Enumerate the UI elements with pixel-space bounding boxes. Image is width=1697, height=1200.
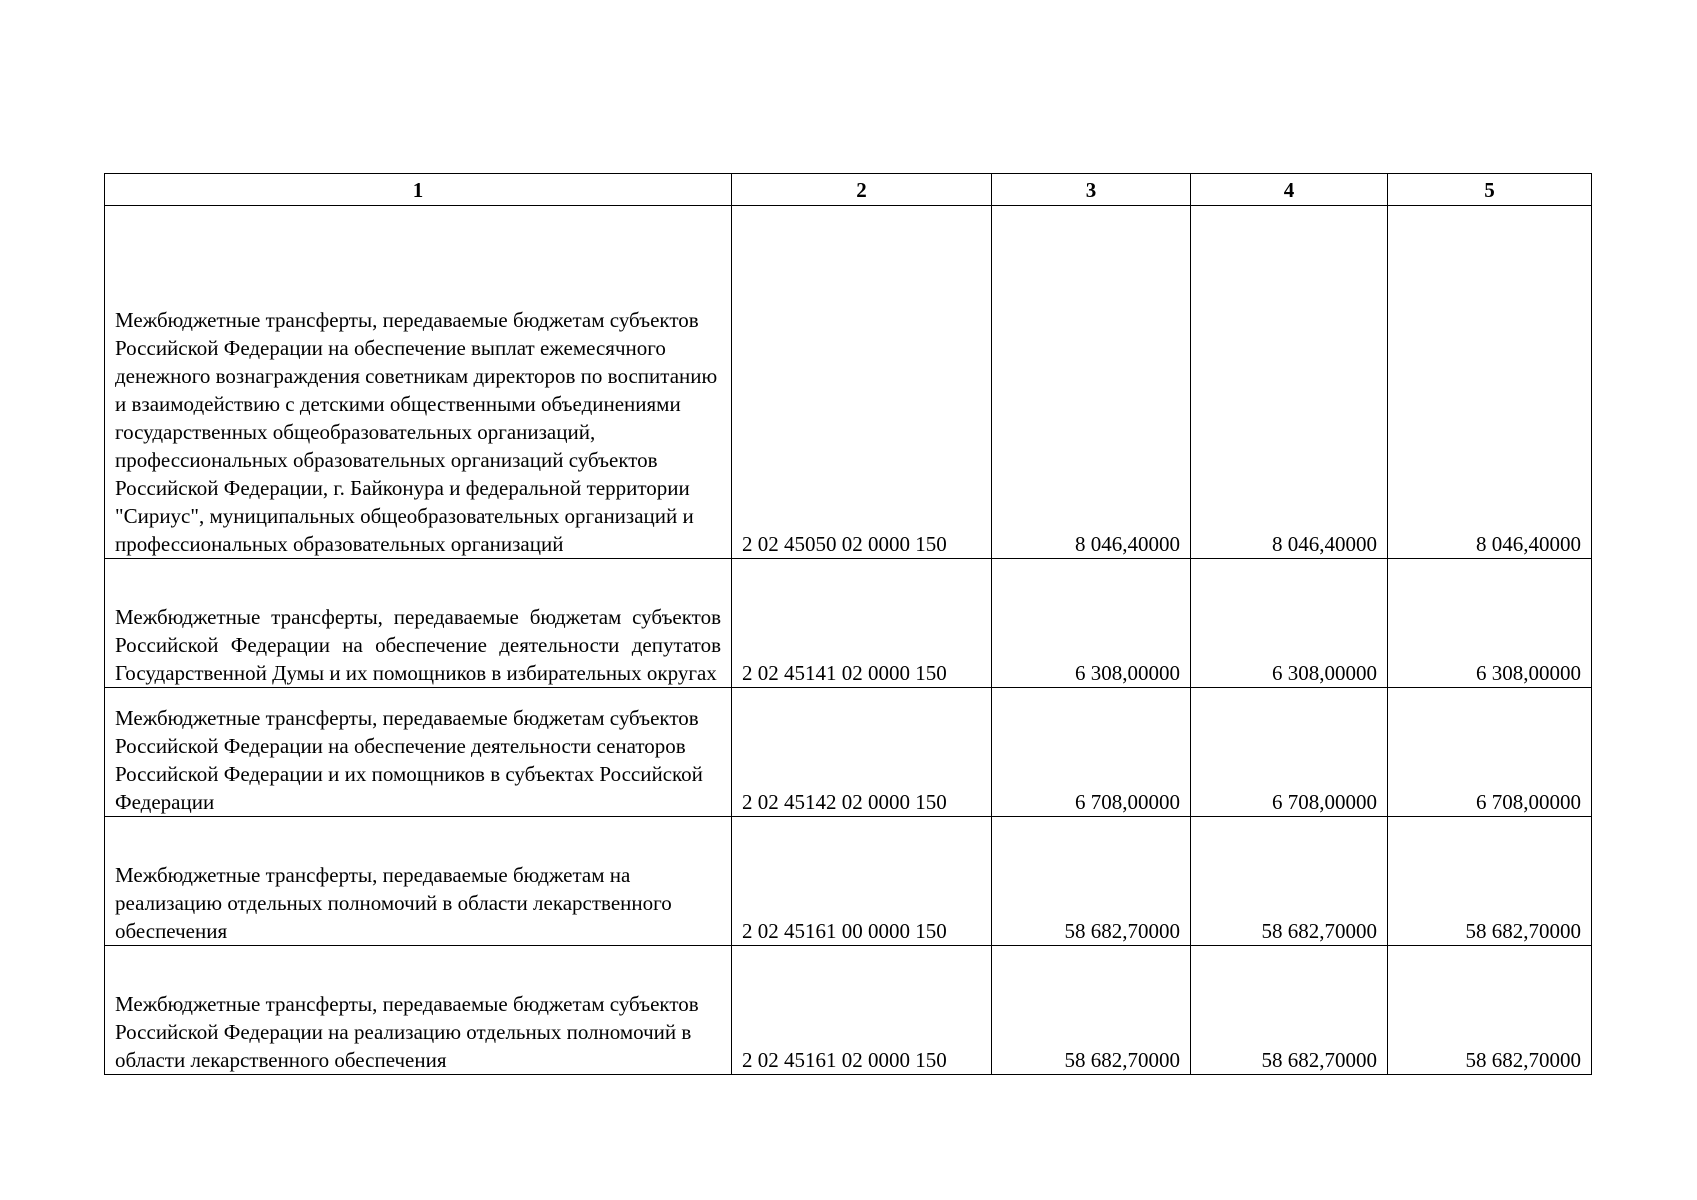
row-value-col5: 58 682,70000 <box>1388 817 1592 946</box>
table-row <box>105 559 1592 688</box>
row-value-col3: 58 682,70000 <box>992 946 1191 1075</box>
header-col-2: 2 <box>732 174 992 206</box>
header-col-3: 3 <box>992 174 1191 206</box>
row-name: Межбюджетные трансферты, передаваемые бюджетам субъектов Российской Федерации на обеспечение деятельности депутатов Государственной Думы и их помощников в избирательных округах <box>105 559 732 688</box>
table-row <box>105 946 1592 1075</box>
header-col-4: 4 <box>1191 174 1388 206</box>
row-value-col4: 58 682,70000 <box>1191 817 1388 946</box>
row-code: 2 02 45050 02 0000 150 <box>732 206 992 559</box>
row-name: Межбюджетные трансферты, передаваемые бюджетам субъектов Российской Федерации на реализацию отдельных полномочий в области лекарственного обеспечения <box>105 946 732 1075</box>
row-value-col3: 8 046,40000 <box>992 206 1191 559</box>
row-code: 2 02 45161 02 0000 150 <box>732 946 992 1075</box>
row-value-col4: 8 046,40000 <box>1191 206 1388 559</box>
row-value-col3: 58 682,70000 <box>992 817 1191 946</box>
row-value-col5: 6 708,00000 <box>1388 688 1592 817</box>
header-col-5: 5 <box>1388 174 1592 206</box>
row-code: 2 02 45141 02 0000 150 <box>732 559 992 688</box>
table-header-row <box>105 174 1592 206</box>
row-value-col5: 6 308,00000 <box>1388 559 1592 688</box>
table-row <box>105 688 1592 817</box>
row-value-col4: 6 308,00000 <box>1191 559 1388 688</box>
row-name: Межбюджетные трансферты, передаваемые бюджетам на реализацию отдельных полномочий в области лекарственного обеспечения <box>105 817 732 946</box>
row-name: Межбюджетные трансферты, передаваемые бюджетам субъектов Российской Федерации на обеспечение выплат ежемесячного денежного вознаграждения советникам директоров по воспитанию и взаимодействию с детскими общественными объединениями государственных общеобразовательных организаций, профессиональных образовательных организаций субъектов Российской Федерации, г. Байконура и федеральной территории "Сириус", муниципальных общеобразовательных организаций и профессиональных образовательных организаций <box>105 206 732 559</box>
row-name: Межбюджетные трансферты, передаваемые бюджетам субъектов Российской Федерации на обеспечение деятельности сенаторов Российской Федерации и их помощников в субъектах Российской Федерации <box>105 688 732 817</box>
row-code: 2 02 45161 00 0000 150 <box>732 817 992 946</box>
row-value-col4: 58 682,70000 <box>1191 946 1388 1075</box>
row-value-col3: 6 308,00000 <box>992 559 1191 688</box>
table-row <box>105 206 1592 559</box>
budget-table <box>104 173 1592 1075</box>
row-value-col5: 8 046,40000 <box>1388 206 1592 559</box>
table-row <box>105 817 1592 946</box>
row-value-col5: 58 682,70000 <box>1388 946 1592 1075</box>
row-value-col4: 6 708,00000 <box>1191 688 1388 817</box>
row-code: 2 02 45142 02 0000 150 <box>732 688 992 817</box>
row-value-col3: 6 708,00000 <box>992 688 1191 817</box>
header-col-1: 1 <box>105 174 732 206</box>
